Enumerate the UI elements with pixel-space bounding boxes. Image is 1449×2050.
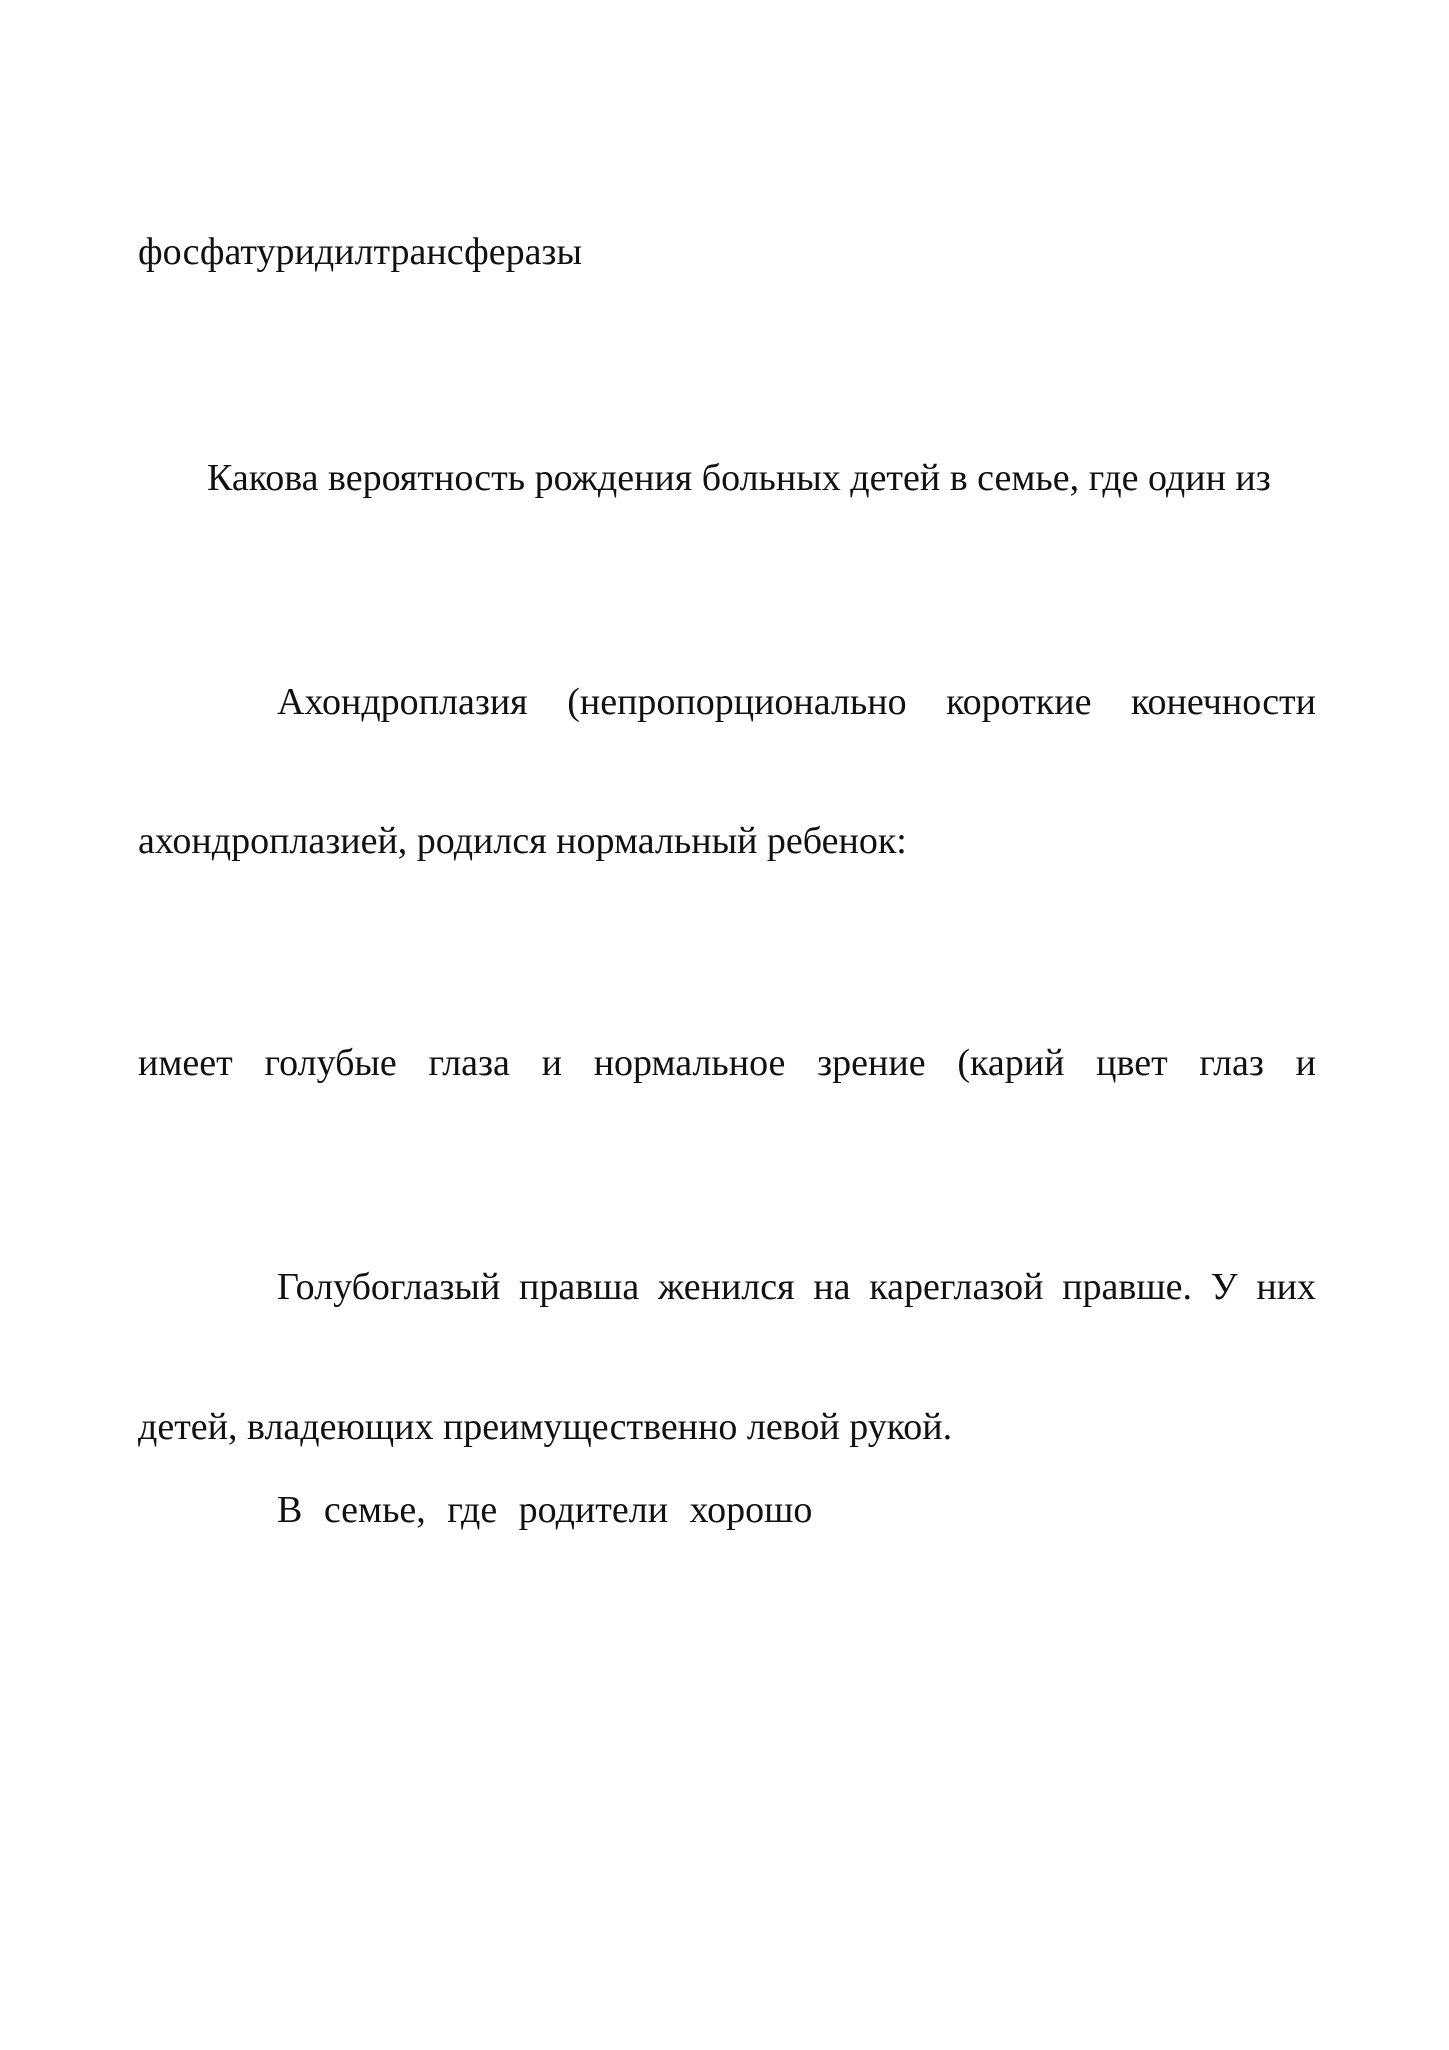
text-line-8: В семье, где родители хорошо (277, 1489, 813, 1531)
text-line-2: Какова вероятность рождения больных детей в семье, где один из (207, 457, 1271, 499)
text-line-7: детей, владеющих преимущественно левой рукой. (138, 1406, 953, 1448)
text-line-4: ахондроплазией, родился нормальный ребенок: (138, 820, 907, 862)
text-line-3: Ахондроплазия (непропорционально короткие конечности (277, 681, 1316, 723)
text-line-5: имеет голубые глаза и нормальное зрение (карий цвет глаз и (138, 1042, 1316, 1084)
text-line-6: Голубоглазый правша женился на кареглазой правше. У них (277, 1266, 1316, 1308)
text-line-1: фосфатуридилтрансферазы (138, 231, 582, 273)
